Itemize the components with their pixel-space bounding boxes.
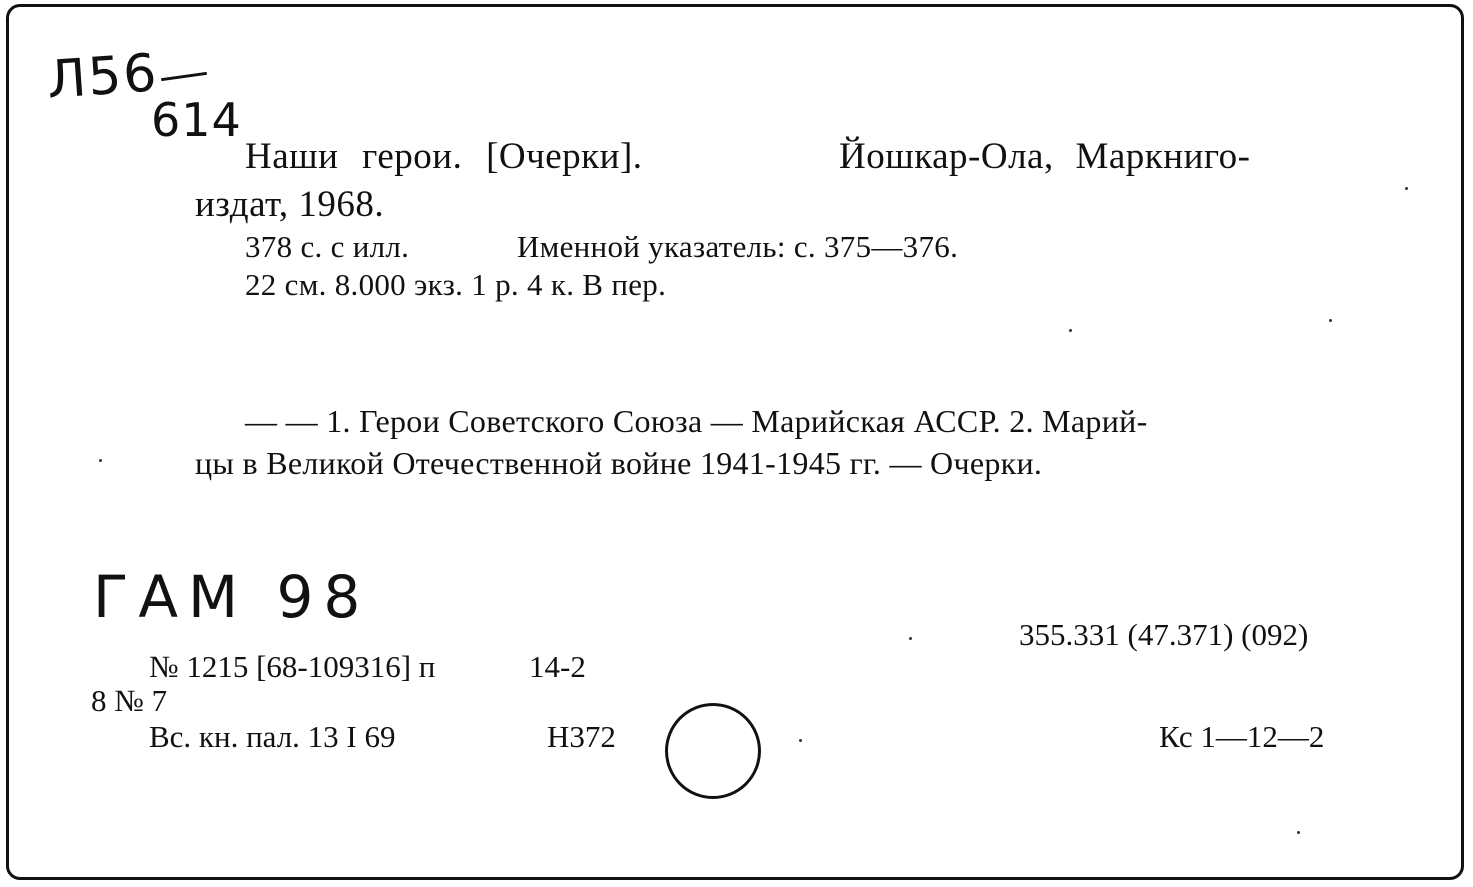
subjects-line-2: цы в Великой Отечественной войне 1941-1945 гг. — Очерки. bbox=[195, 445, 1043, 481]
card-code: Кс 1—12—2 bbox=[1159, 719, 1325, 754]
shelf-mark-fraction-line bbox=[161, 72, 207, 81]
record-code: 14-2 bbox=[529, 649, 586, 684]
shelf-mark-top: Л56 bbox=[45, 43, 161, 111]
index-info: Именной указатель: с. 375—376. bbox=[517, 229, 959, 264]
scan-speck bbox=[1297, 831, 1300, 834]
copy-number: 8 № 7 bbox=[91, 683, 168, 718]
title-line-1a: Наши герои. [Очерки]. bbox=[245, 136, 643, 177]
scan-speck bbox=[1329, 319, 1332, 322]
scan-speck bbox=[99, 459, 102, 462]
scan-speck bbox=[1069, 329, 1072, 332]
record-number: № 1215 [68-109316] п bbox=[149, 649, 436, 684]
size-run-price: 22 см. 8.000 экз. 1 р. 4 к. В пер. bbox=[245, 267, 667, 302]
handwritten-shelf-mark bbox=[45, 43, 160, 111]
udc-classification: 355.331 (47.371) (092) bbox=[1019, 617, 1309, 652]
circular-stamp bbox=[665, 703, 761, 799]
shelf-mark-bottom: 614 bbox=[151, 93, 242, 147]
handwritten-shelf-mark-denominator bbox=[151, 93, 242, 147]
title-line-2: издат, 1968. bbox=[195, 184, 385, 225]
scan-speck bbox=[909, 637, 912, 640]
pages-info: 378 с. с илл. bbox=[245, 229, 410, 264]
scan-speck bbox=[799, 739, 802, 742]
scan-speck bbox=[1405, 187, 1408, 190]
book-chamber: Вс. кн. пал. 13 I 69 bbox=[149, 719, 396, 754]
subjects-line-1: — — 1. Герои Советского Союза — Марийская АССР. 2. Марий- bbox=[245, 403, 1148, 439]
stamp-code: Н372 bbox=[547, 719, 616, 754]
title-line-1b: Йошкар-Ола, Маркниго- bbox=[839, 136, 1251, 177]
handwritten-archive-note: ГАМ 98 bbox=[93, 563, 371, 631]
catalog-card bbox=[6, 4, 1464, 880]
